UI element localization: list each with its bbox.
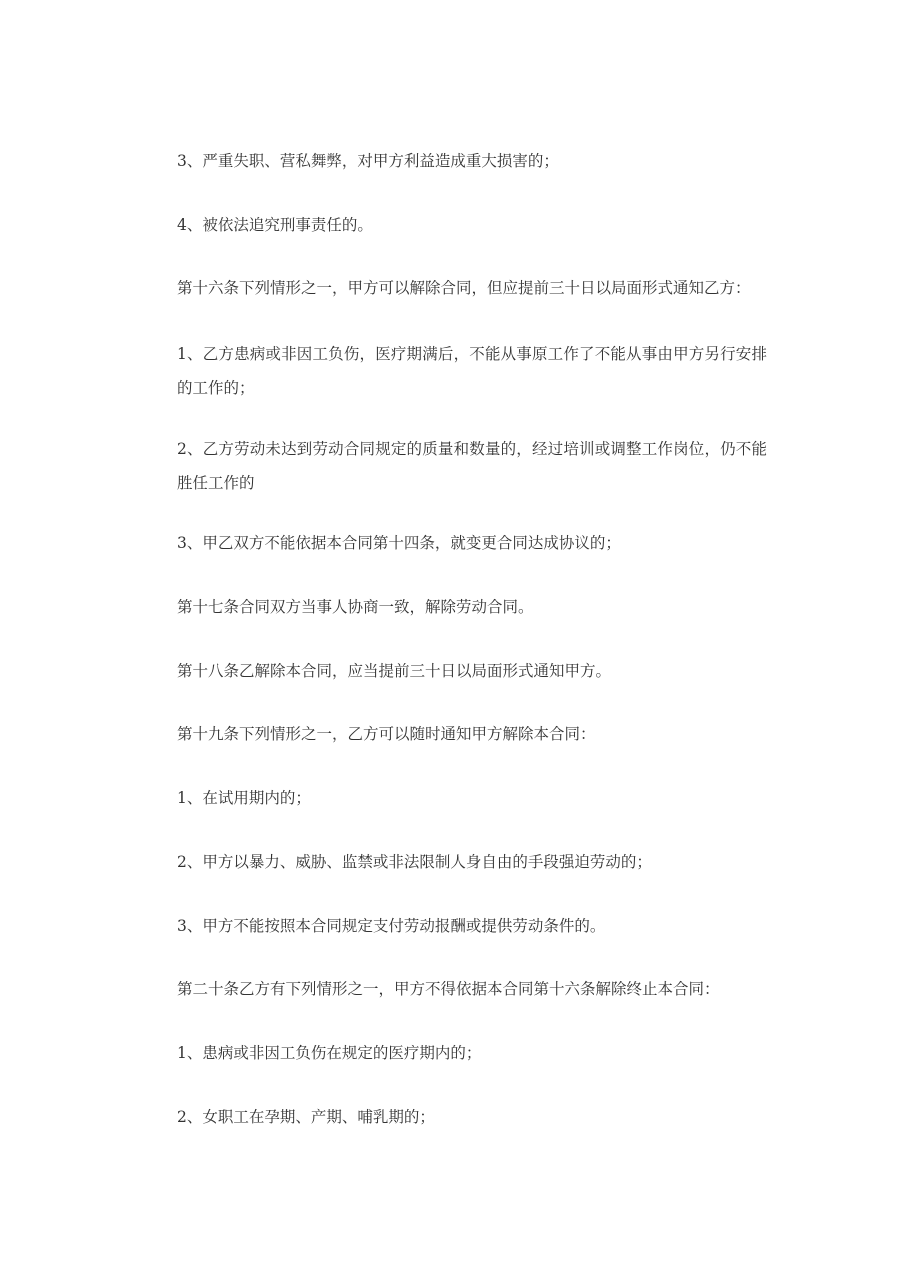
paragraph-article-17: 第十七条合同双方当事人协商一致，解除劳动合同。 (177, 598, 534, 616)
paragraph-article-19-item-2: 2、甲方以暴力、威胁、监禁或非法限制人身自由的手段强迫劳动的； (177, 853, 652, 871)
paragraph-article-19-item-1: 1、在试用期内的； (177, 789, 311, 807)
paragraph-article-19-item-3: 3、甲方不能按照本合同规定支付劳动报酬或提供劳动条件的。 (177, 917, 606, 935)
paragraph-article-16-item-1: 1、乙方患病或非因工负伤，医疗期满后，不能从事原工作了不能从事由甲方另行安排的工作的； (177, 345, 767, 397)
paragraph-article-16-item-2: 2、乙方劳动未达到劳动合同规定的质量和数量的，经过培训或调整工作岗位，仍不能胜任工作的 (177, 440, 767, 492)
paragraph-clause-3-misconduct: 3、严重失职、营私舞弊，对甲方利益造成重大损害的； (177, 152, 559, 170)
paragraph-article-16-item-3: 3、甲乙双方不能依据本合同第十四条，就变更合同达成协议的； (177, 534, 621, 552)
paragraph-article-20-item-2: 2、女职工在孕期、产期、哺乳期的； (177, 1108, 435, 1126)
paragraph-article-18: 第十八条乙解除本合同，应当提前三十日以局面形式通知甲方。 (177, 662, 612, 680)
paragraph-article-16: 第十六条下列情形之一，甲方可以解除合同，但应提前三十日以局面形式通知乙方： (177, 279, 751, 297)
paragraph-article-19: 第十九条下列情形之一，乙方可以随时通知甲方解除本合同： (177, 725, 596, 743)
paragraph-article-20: 第二十条乙方有下列情形之一，甲方不得依据本合同第十六条解除终止本合同： (177, 980, 720, 998)
paragraph-clause-4-criminal: 4、被依法追究刑事责任的。 (177, 216, 373, 234)
paragraph-article-20-item-1: 1、患病或非因工负伤在规定的医疗期内的； (177, 1044, 482, 1062)
